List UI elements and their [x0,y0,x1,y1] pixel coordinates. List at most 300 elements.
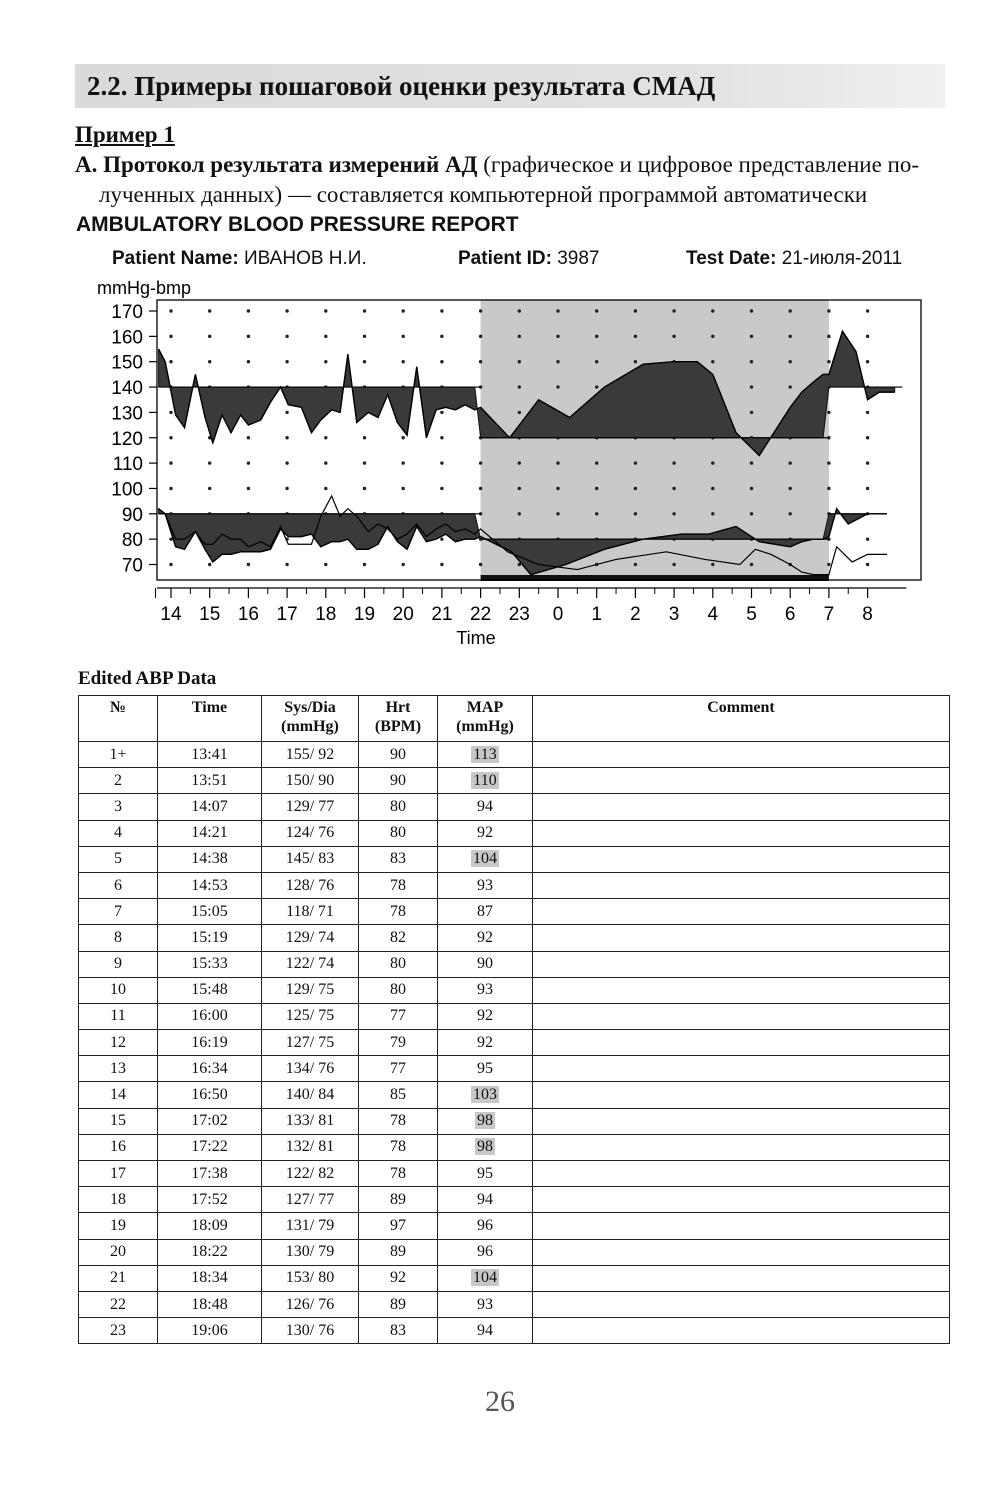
grid-dot [479,360,482,363]
grid-dot [285,360,288,363]
cell-time: 17:38 [158,1161,262,1187]
grid-dot [479,461,482,464]
grid-dot [169,563,172,566]
test-date-label: Test Date: [686,248,777,269]
grid-dot [518,309,521,312]
table-row [79,1239,950,1265]
table-row [79,742,950,768]
grid-dot [595,461,598,464]
cell-hrt: 78 [359,1108,438,1134]
grid-dot [789,335,792,338]
x-tick-label: 1 [591,604,602,625]
x-tick-label: 23 [508,604,530,625]
grid-dot [711,461,714,464]
grid-dot [285,563,288,566]
cell-hrt: 90 [359,768,438,794]
cell-sysdia: 155/ 92 [262,742,359,768]
grid-dot [789,461,792,464]
grid-dot [402,436,405,439]
cell-map: 95 [438,1056,533,1082]
table-row [79,1108,950,1134]
abp-data-table [78,695,950,1344]
grid-dot [324,360,327,363]
test-date-value: 21-июля-2011 [781,248,903,269]
cell-time: 18:09 [158,1213,262,1239]
col-hrt-line2: (BPM) [374,718,422,735]
cell-time: 17:52 [158,1187,262,1213]
y-tick-label: 140 [111,378,143,400]
cell-hrt: 90 [359,742,438,768]
grid-dot [518,360,521,363]
cell-map [438,846,533,872]
cell-num: 12 [79,1030,158,1056]
grid-dot [711,487,714,490]
table-row [79,846,950,872]
cell-sysdia: 127/ 75 [262,1030,359,1056]
cell-num: 3 [79,794,158,820]
grid-dot [789,385,792,388]
cell-comment [533,1161,950,1187]
cell-map [438,1082,533,1108]
cell-sysdia: 132/ 81 [262,1134,359,1160]
grid-dot [518,385,521,388]
col-hrt [359,696,438,742]
patient-id-label: Patient ID: [458,248,552,269]
cell-map: 93 [438,872,533,898]
grid-dot [634,309,637,312]
grid-dot [634,487,637,490]
grid-dot [789,309,792,312]
grid-dot [711,360,714,363]
cell-hrt: 89 [359,1239,438,1265]
cell-time: 16:19 [158,1030,262,1056]
cell-num: 4 [79,820,158,846]
cell-sysdia: 130/ 76 [262,1318,359,1344]
x-tick-label: 17 [276,604,298,625]
grid-dot [827,461,830,464]
col-map [438,696,533,742]
table-row [79,1213,950,1239]
grid-dot [247,487,250,490]
grid-dot [595,309,598,312]
cell-sysdia: 122/ 82 [262,1161,359,1187]
table-row [79,1187,950,1213]
cell-comment [533,977,950,1003]
col-hrt-line1: Hrt [385,699,411,716]
cell-comment [533,1108,950,1134]
cell-comment [533,1187,950,1213]
cell-num: 10 [79,977,158,1003]
grid-dot [285,335,288,338]
cell-hrt: 83 [359,846,438,872]
grid-dot [363,487,366,490]
cell-num: 2 [79,768,158,794]
cell-map: 92 [438,1003,533,1029]
grid-dot [402,487,405,490]
grid-dot [634,512,637,515]
grid-dot [363,309,366,312]
cell-comment [533,1213,950,1239]
cell-num: 14 [79,1082,158,1108]
y-tick-label: 170 [111,302,143,323]
table-row [79,872,950,898]
grid-dot [750,512,753,515]
cell-time: 15:33 [158,951,262,977]
x-tick-label: 22 [470,604,492,625]
patient-name-label: Patient Name: [112,248,239,269]
cell-map [438,1134,533,1160]
grid-dot [285,487,288,490]
grid-dot [827,411,830,414]
cell-map: 92 [438,925,533,951]
intro-line-1 [75,150,945,180]
cell-map: 94 [438,1318,533,1344]
cell-sysdia: 124/ 76 [262,820,359,846]
grid-dot [634,461,637,464]
cell-num: 5 [79,846,158,872]
table-row [79,1134,950,1160]
intro-paragraph [75,150,945,210]
grid-dot [556,360,559,363]
grid-dot [285,461,288,464]
grid-dot [866,563,869,566]
table-row [79,1003,950,1029]
cell-time: 18:48 [158,1291,262,1317]
grid-dot [595,385,598,388]
table-header-row [79,696,950,742]
cell-num: 1+ [79,742,158,768]
cell-num: 21 [79,1265,158,1291]
grid-dot [634,563,637,566]
grid-dot [711,512,714,515]
grid-dot [595,487,598,490]
cell-num: 22 [79,1291,158,1317]
intro-line-1-rest: (графическое и цифровое представление по- [477,152,920,177]
cell-time: 13:51 [158,768,262,794]
grid-dot [866,360,869,363]
cell-comment [533,1003,950,1029]
cell-comment [533,1318,950,1344]
cell-sysdia: 129/ 74 [262,925,359,951]
table-row [79,1082,950,1108]
cell-comment [533,1056,950,1082]
cell-num: 16 [79,1134,158,1160]
cell-time: 16:50 [158,1082,262,1108]
grid-dot [827,309,830,312]
col-sysdia-line1: Sys/Dia [284,699,336,716]
table-row [79,1265,950,1291]
cell-map: 90 [438,951,533,977]
grid-dot [672,309,675,312]
section-title: 2.2. Примеры пошаговой оценки результата СМАД [75,64,945,108]
grid-dot [363,335,366,338]
bp-chart [0,270,1000,655]
grid-dot [247,360,250,363]
grid-dot [827,563,830,566]
cell-sysdia: 127/ 77 [262,1187,359,1213]
table-row [79,1318,950,1344]
y-tick-label: 110 [112,454,143,476]
cell-hrt: 80 [359,794,438,820]
grid-dot [440,487,443,490]
col-num: № [79,696,158,742]
grid-dot [827,335,830,338]
grid-dot [672,512,675,515]
grid-dot [556,309,559,312]
cell-sysdia: 126/ 76 [262,1291,359,1317]
grid-dot [440,436,443,439]
cell-num: 17 [79,1161,158,1187]
table-row [79,1030,950,1056]
intro-line-2: лученных данных) — составляется компьютерной программой автоматически [99,182,868,207]
x-tick-label: 20 [392,604,414,625]
cell-sysdia: 145/ 83 [262,846,359,872]
cell-time: 14:21 [158,820,262,846]
cell-comment [533,1030,950,1056]
cell-num: 18 [79,1187,158,1213]
table-row [79,1056,950,1082]
grid-dot [402,335,405,338]
grid-dot [363,436,366,439]
patient-name-value: ИВАНОВ Н.И. [243,248,367,269]
cell-time: 14:53 [158,872,262,898]
y-tick-label: 70 [121,555,143,577]
grid-dot [750,487,753,490]
col-time: Time [158,696,262,742]
table-row [79,977,950,1003]
page-number: 26 [485,1385,515,1418]
cell-hrt: 85 [359,1082,438,1108]
grid-dot [750,360,753,363]
grid-dot [672,335,675,338]
grid-dot [750,335,753,338]
cell-hrt: 78 [359,899,438,925]
cell-map: 92 [438,1030,533,1056]
cell-comment [533,820,950,846]
x-axis-label: Time [456,628,496,648]
grid-dot [208,487,211,490]
col-map-line2: (mmHg) [456,718,514,735]
y-tick-label: 80 [121,530,143,552]
cell-map: 96 [438,1213,533,1239]
grid-dot [672,563,675,566]
grid-dot [750,411,753,414]
grid-dot [827,487,830,490]
map-value-highlight: 98 [477,1112,493,1130]
cell-num: 15 [79,1108,158,1134]
cell-time: 14:07 [158,794,262,820]
cell-num: 19 [79,1213,158,1239]
grid-dot [208,309,211,312]
table-body [79,742,950,1344]
grid-dot [208,335,211,338]
cell-num: 7 [79,899,158,925]
cell-time: 19:06 [158,1318,262,1344]
cell-sysdia: 130/ 79 [262,1239,359,1265]
cell-hrt: 80 [359,951,438,977]
grid-dot [750,461,753,464]
patient-name [112,248,367,270]
map-value-highlight: 104 [473,1269,497,1287]
grid-dot [672,487,675,490]
grid-dot [440,335,443,338]
grid-dot [440,461,443,464]
cell-sysdia: 129/ 75 [262,977,359,1003]
cell-map: 96 [438,1239,533,1265]
grid-dot [518,512,521,515]
test-date [686,248,902,270]
map-value-highlight: 103 [473,1086,497,1104]
grid-dot [672,461,675,464]
grid-dot [518,411,521,414]
x-tick-label: 8 [862,604,873,625]
table-row [79,951,950,977]
grid-dot [827,360,830,363]
grid-dot [402,563,405,566]
grid-dot [169,360,172,363]
col-sysdia-line2: (mmHg) [281,718,339,735]
report-title: AMBULATORY BLOOD PRESSURE REPORT [76,213,519,236]
cell-time: 15:05 [158,899,262,925]
cell-hrt: 79 [359,1030,438,1056]
cell-sysdia: 122/ 74 [262,951,359,977]
cell-hrt: 78 [359,1134,438,1160]
cell-map: 94 [438,1187,533,1213]
cell-time: 17:22 [158,1134,262,1160]
y-tick-label: 120 [111,428,143,450]
cell-hrt: 77 [359,1003,438,1029]
intro-bold: А. Протокол результата измерений АД [75,152,478,177]
cell-sysdia: 118/ 71 [262,899,359,925]
x-tick-label: 18 [315,604,337,625]
grid-dot [208,461,211,464]
cell-comment [533,925,950,951]
cell-time: 17:02 [158,1108,262,1134]
table-row [79,820,950,846]
x-tick-label: 15 [199,604,221,625]
cell-time: 16:34 [158,1056,262,1082]
cell-num: 8 [79,925,158,951]
grid-dot [711,309,714,312]
cell-hrt: 77 [359,1056,438,1082]
cell-sysdia: 150/ 90 [262,768,359,794]
col-comment: Comment [533,696,950,742]
x-tick-label: 7 [823,604,835,625]
cell-sysdia: 134/ 76 [262,1056,359,1082]
grid-dot [169,411,172,414]
grid-dot [479,309,482,312]
cell-sysdia: 133/ 81 [262,1108,359,1134]
cell-comment [533,1082,950,1108]
grid-dot [440,309,443,312]
cell-num: 11 [79,1003,158,1029]
cell-map: 92 [438,820,533,846]
cell-comment [533,1134,950,1160]
x-tick-label: 3 [668,604,680,625]
x-tick-label: 2 [630,604,641,625]
y-tick-label: 100 [111,479,143,501]
grid-dot [789,487,792,490]
cell-num: 23 [79,1318,158,1344]
cell-time: 14:38 [158,846,262,872]
y-tick-label: 150 [111,352,143,374]
grid-dot [440,563,443,566]
grid-dot [556,487,559,490]
grid-dot [711,563,714,566]
cell-hrt: 80 [359,820,438,846]
table-row [79,899,950,925]
grid-dot [402,309,405,312]
cell-sysdia: 131/ 79 [262,1213,359,1239]
example-title: Пример 1 [75,122,175,147]
cell-map: 93 [438,977,533,1003]
cell-time: 13:41 [158,742,262,768]
cell-map: 95 [438,1161,533,1187]
cell-map: 87 [438,899,533,925]
x-tick-label: 5 [746,604,757,625]
grid-dot [479,335,482,338]
grid-dot [440,537,443,540]
map-value-highlight: 98 [477,1138,493,1156]
cell-time: 18:34 [158,1265,262,1291]
grid-dot [556,461,559,464]
grid-dot [518,335,521,338]
grid-dot [247,436,250,439]
grid-dot [866,487,869,490]
grid-dot [479,563,482,566]
grid-dot [247,461,250,464]
cell-num: 9 [79,951,158,977]
cell-hrt: 78 [359,872,438,898]
grid-dot [750,309,753,312]
grid-dot [247,335,250,338]
cell-hrt: 89 [359,1291,438,1317]
cell-comment [533,1291,950,1317]
patient-id [458,248,600,270]
cell-comment [533,951,950,977]
x-tick-label: 14 [160,604,182,625]
grid-dot [208,563,211,566]
cell-num: 20 [79,1239,158,1265]
cell-comment [533,794,950,820]
cell-map [438,1108,533,1134]
cell-sysdia: 140/ 84 [262,1082,359,1108]
grid-dot [866,436,869,439]
grid-dot [595,512,598,515]
cell-hrt: 92 [359,1265,438,1291]
col-map-line1: MAP [466,699,504,716]
grid-dot [866,537,869,540]
cell-hrt: 78 [359,1161,438,1187]
grid-dot [285,411,288,414]
cell-sysdia: 129/ 77 [262,794,359,820]
patient-id-value: 3987 [557,248,600,269]
cell-time: 18:22 [158,1239,262,1265]
table-title: Edited ABP Data [78,668,217,689]
table-row [79,1161,950,1187]
cell-comment [533,1265,950,1291]
grid-dot [595,335,598,338]
cell-map [438,768,533,794]
cell-comment [533,846,950,872]
cell-time: 15:19 [158,925,262,951]
y-tick-label: 90 [121,504,143,526]
cell-hrt: 97 [359,1213,438,1239]
table-row [79,768,950,794]
cell-comment [533,742,950,768]
x-tick-label: 4 [707,604,719,625]
grid-dot [440,411,443,414]
